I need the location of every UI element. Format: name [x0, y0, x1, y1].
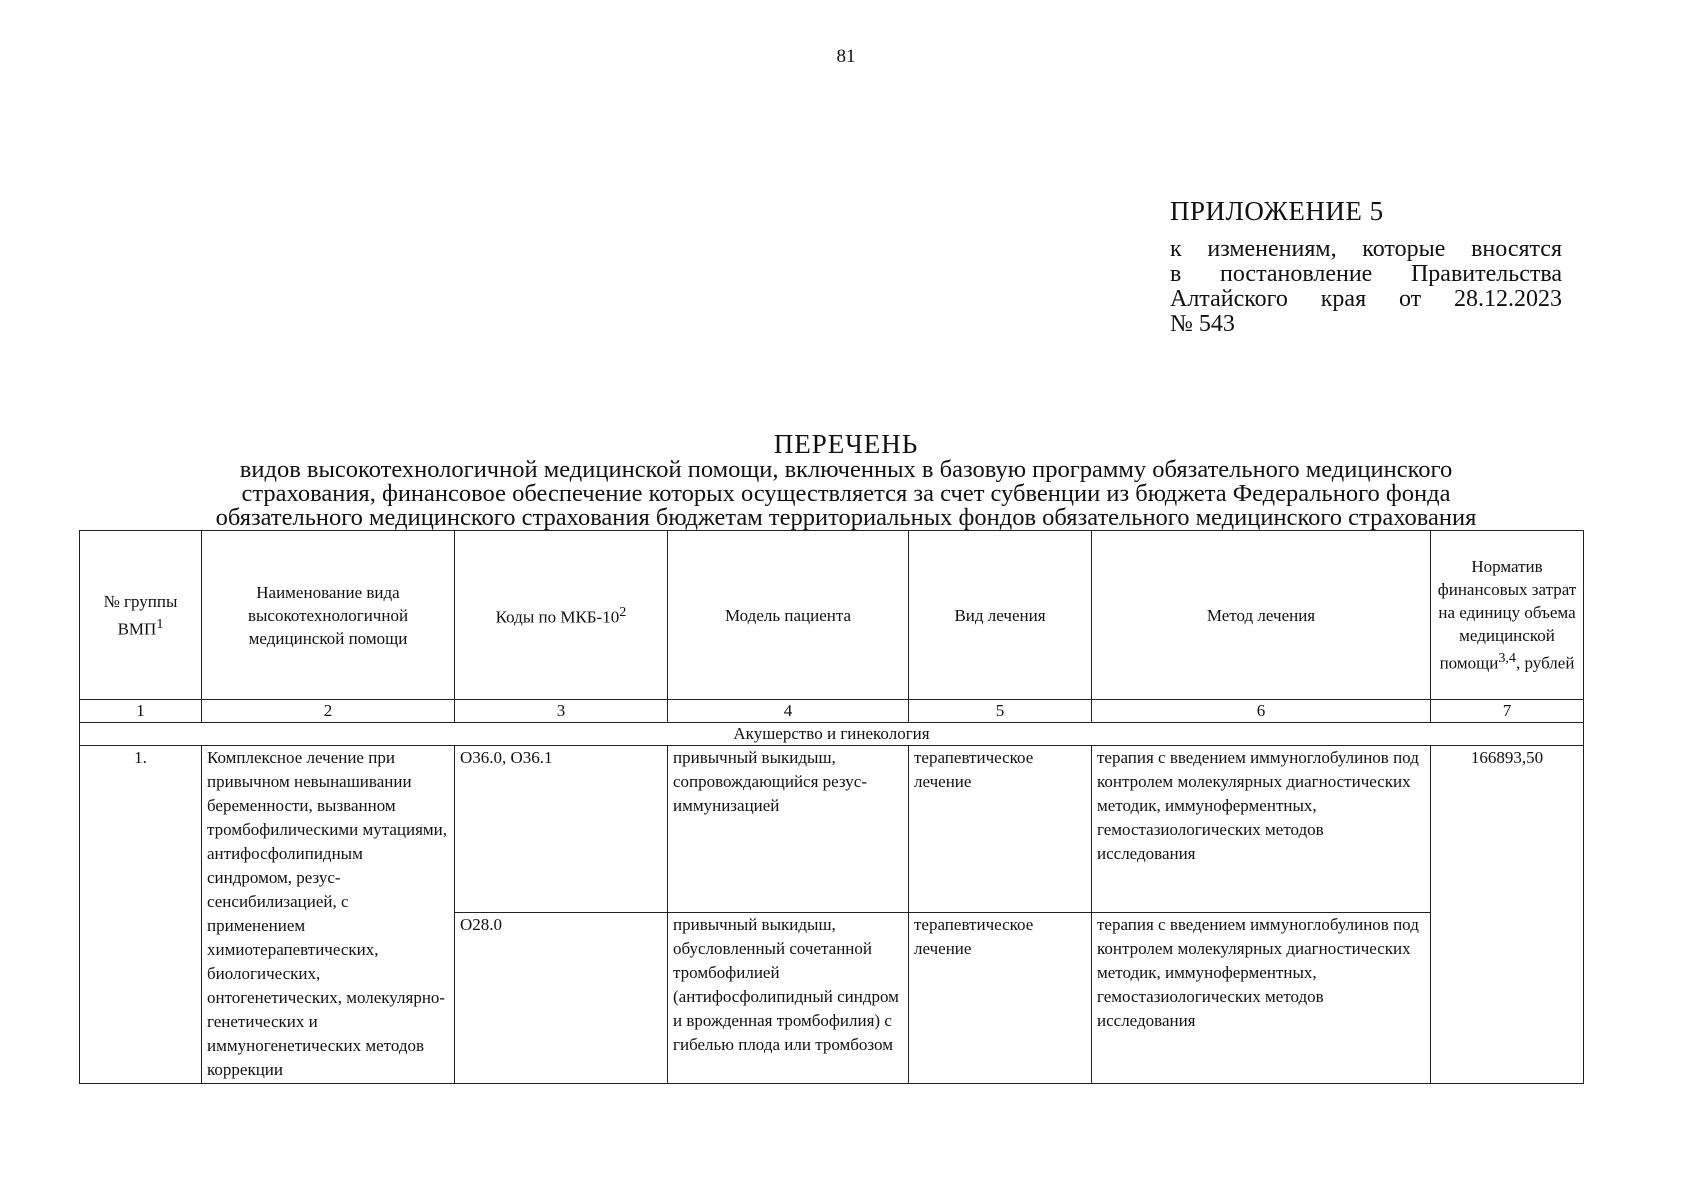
appendix-line: к изменениям, которые вносятся	[1170, 237, 1562, 262]
document-subtitle-line: обязательного медицинского страхования бюджетам территориальных фондов обязательного медицинского страхования	[215, 504, 1477, 531]
appendix-line: № 543	[1170, 312, 1235, 337]
header-patient-model: Модель пациента	[668, 531, 909, 700]
treatment-type-cell: терапевтическое лечение	[909, 913, 1092, 1084]
section-title: Акушерство и гинекология	[80, 723, 1584, 746]
header-cost-standard: Норматив финансовых затрат на единицу объема медицинской помощи$^{3,4}$, рублей	[1431, 531, 1584, 700]
appendix-line: Алтайского края от 28.12.2023	[1170, 287, 1562, 312]
table-header-row	[80, 531, 1584, 700]
column-number: 5	[909, 700, 1092, 723]
page-number: 81	[836, 46, 856, 67]
group-number-cell: 1.	[80, 746, 202, 1084]
vmp-table	[79, 530, 1584, 1084]
patient-model-cell: привычный выкидыш, обусловленный сочетанной тромбофилией (антифосфолипидный синдром и врожденная тромбофилия) с гибелью плода или тромбозом	[668, 913, 909, 1084]
footnote-marker: 3,4	[1498, 650, 1517, 667]
column-number: 1	[80, 700, 202, 723]
footnote-marker: 2	[619, 604, 627, 621]
treatment-type-cell: терапевтическое лечение	[909, 746, 1092, 913]
column-number: 7	[1431, 700, 1584, 723]
document-title: ПЕРЕЧЕНЬ	[773, 429, 919, 459]
icd-codes-cell: O36.0, O36.1	[455, 746, 668, 913]
document-subtitle-line: видов высокотехнологичной медицинской помощи, включенных в базовую программу обязательного медицинского	[239, 456, 1453, 483]
appendix-heading: ПРИЛОЖЕНИЕ 5	[1170, 196, 1384, 226]
footnote-marker: 1	[156, 615, 164, 632]
cost-standard-cell: 166893,50	[1431, 746, 1584, 1084]
column-number: 2	[202, 700, 455, 723]
header-treatment-type: Вид лечения	[909, 531, 1092, 700]
appendix-line: в постановление Правительства	[1170, 262, 1562, 287]
appendix-block	[1170, 196, 1562, 337]
column-number: 3	[455, 700, 668, 723]
icd-codes-cell: O28.0	[455, 913, 668, 1084]
vmp-name-cell: Комплексное лечение при привычном невынашивании беременности, вызванном тромбофилическими мутациями, антифосфолипидным синдромом, резус-сенсибилизацией, с применением химиотерапевтических, биологических, онтогенетических, молекулярно-генетических и иммуногенетических методов коррекции	[202, 746, 455, 1084]
patient-model-cell: привычный выкидыш, сопровождающийся резус-иммунизацией	[668, 746, 909, 913]
treatment-method-cell: терапия с введением иммуноглобулинов под контролем молекулярных диагностических методик, иммуноферментных, гемостазиологических методов исследования	[1092, 746, 1431, 913]
column-number: 6	[1092, 700, 1431, 723]
treatment-method-cell: терапия с введением иммуноглобулинов под контролем молекулярных диагностических методик, иммуноферментных, гемостазиологических методов исследования	[1092, 913, 1431, 1084]
section-row	[80, 723, 1584, 746]
header-group-number: № группы ВМП$^1$	[80, 531, 202, 700]
header-codes: Коды по МКБ-$10^2$	[455, 531, 668, 700]
document-subtitle-line: страхования, финансовое обеспечение которых осуществляется за счет субвенции из бюджета Федерального фонда	[241, 480, 1451, 507]
header-name: Наименование вида высокотехнологичной медицинской помощи	[202, 531, 455, 700]
column-number: 4	[668, 700, 909, 723]
header-treatment-method: Метод лечения	[1092, 531, 1431, 700]
document-title-block	[100, 430, 1592, 530]
table-row	[80, 746, 1584, 913]
column-number-row	[80, 700, 1584, 723]
